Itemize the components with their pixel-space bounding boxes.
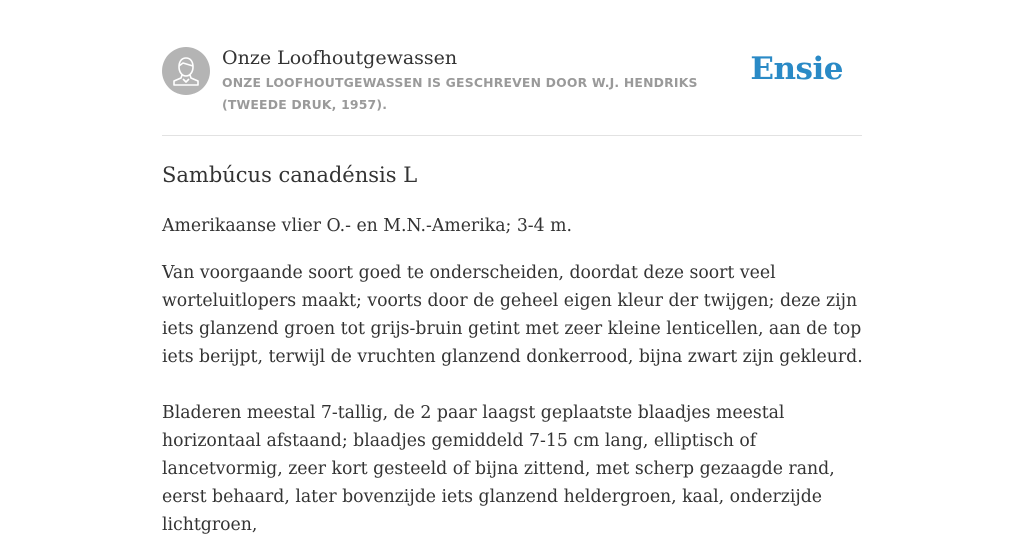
paragraph-common-name: Amerikaanse vlier O.- en M.N.-Amerika; 3-4 m.	[162, 216, 573, 236]
book-subtitle: ONZE LOOFHOUTGEWASSEN IS GESCHREVEN DOOR W.J. HENDRIKS (TWEEDE DRUK, 1957).	[222, 75, 698, 112]
entry-title: Sambúcus canadénsis L	[162, 163, 418, 187]
book-title[interactable]: Onze Loofhoutgewassen	[222, 47, 458, 69]
article	[162, 158, 868, 539]
book-header	[162, 40, 862, 136]
user-avatar-icon	[162, 47, 210, 95]
paragraph-description: Van voorgaande soort goed te onderscheiden, doordat deze soort veel worteluitlopers maakt; voorts door de geheel eigen kleur der twijgen; deze zijn iets glanzend groen tot grijs-bruin getint met zeer kleine lenticellen, aan de top iets berijpt, terwijl de vruchten glanzend donkerrood, bijna zwart zijn gekleurd.	[162, 263, 863, 367]
paragraph-leaves: Bladeren meestal 7-tallig, de 2 paar laagst geplaatste blaadjes meestal horizontaal afstaand; blaadjes gemiddeld 7-15 cm lang, elliptisch of lancetvormig, zeer kort gesteeld of bijna zittend, met scherp gezaagde rand, eerst behaard, later bovenzijde iets glanzend heldergroen, kaal, onderzijde lichtgroen,	[162, 403, 835, 535]
ensie-logo[interactable]: Ensie	[750, 51, 843, 87]
